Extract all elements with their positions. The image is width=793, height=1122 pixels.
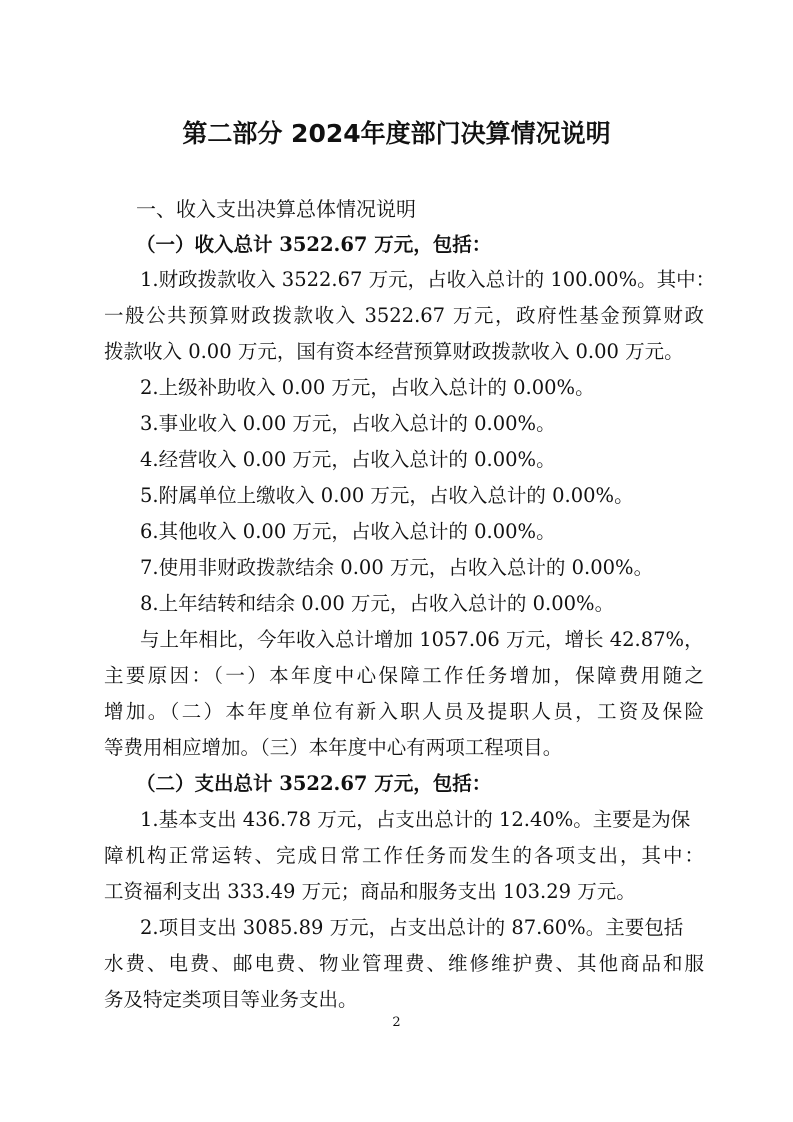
- paragraph-line: 拨款收入 0.00 万元，国有资本经营预算财政拨款收入 0.00 万元。: [104, 340, 684, 363]
- paragraph-line: 与上年相比，今年收入总计增加 1057.06 万元，增长 42.87%，: [140, 628, 704, 651]
- paragraph-line: 3.事业收入 0.00 万元，占收入总计的 0.00%。: [140, 412, 556, 435]
- subsection-heading-income: （一）收入总计 3522.67 万元，包括：: [136, 233, 492, 256]
- subsection-heading-expenditure: （二）支出总计 3522.67 万元，包括：: [136, 772, 492, 795]
- paragraph-line: 2.项目支出 3085.89 万元，占支出总计的 87.60%。主要包括: [140, 916, 684, 939]
- paragraph-line: 7.使用非财政拨款结余 0.00 万元，占收入总计的 0.00%。: [140, 556, 654, 579]
- paragraph-line: 1.基本支出 436.78 万元，占支出总计的 12.40%。主要是为保: [140, 808, 691, 831]
- paragraph-line: 1.财政拨款收入 3522.67 万元，占收入总计的 100.00%。其中：: [140, 268, 716, 291]
- page-number: 2: [392, 1015, 401, 1030]
- page-title: 第二部分 2024年度部门决算情况说明: [182, 119, 611, 148]
- paragraph-line: 水费、电费、邮电费、物业管理费、维修维护费、其他商品和服: [104, 952, 704, 975]
- paragraph-line: 务及特定类项目等业务支出。: [104, 988, 358, 1011]
- paragraph-line: 2.上级补助收入 0.00 万元，占收入总计的 0.00%。: [140, 376, 595, 399]
- paragraph-line: 4.经营收入 0.00 万元，占收入总计的 0.00%。: [140, 448, 556, 471]
- paragraph-line: 6.其他收入 0.00 万元，占收入总计的 0.00%。: [140, 520, 556, 543]
- paragraph-line: 主要原因：（一）本年度中心保障工作任务增加，保障费用随之: [104, 664, 704, 687]
- paragraph-line: 一般公共预算财政拨款收入 3522.67 万元，政府性基金预算财政: [104, 304, 704, 327]
- paragraph-line: 等费用相应增加。（三）本年度中心有两项工程项目。: [104, 736, 563, 759]
- section-heading-1: 一、收入支出决算总体情况说明: [136, 197, 416, 221]
- paragraph-line: 工资福利支出 333.49 万元；商品和服务支出 103.29 万元。: [104, 880, 636, 903]
- paragraph-line: 增加。（二）本年度单位有新入职人员及提职人员，工资及保险: [104, 700, 704, 723]
- paragraph-line: 5.附属单位上缴收入 0.00 万元，占收入总计的 0.00%。: [140, 484, 634, 507]
- paragraph-line: 8.上年结转和结余 0.00 万元，占收入总计的 0.00%。: [140, 592, 615, 615]
- paragraph-line: 障机构正常运转、完成日常工作任务而发生的各项支出，其中：: [104, 844, 704, 867]
